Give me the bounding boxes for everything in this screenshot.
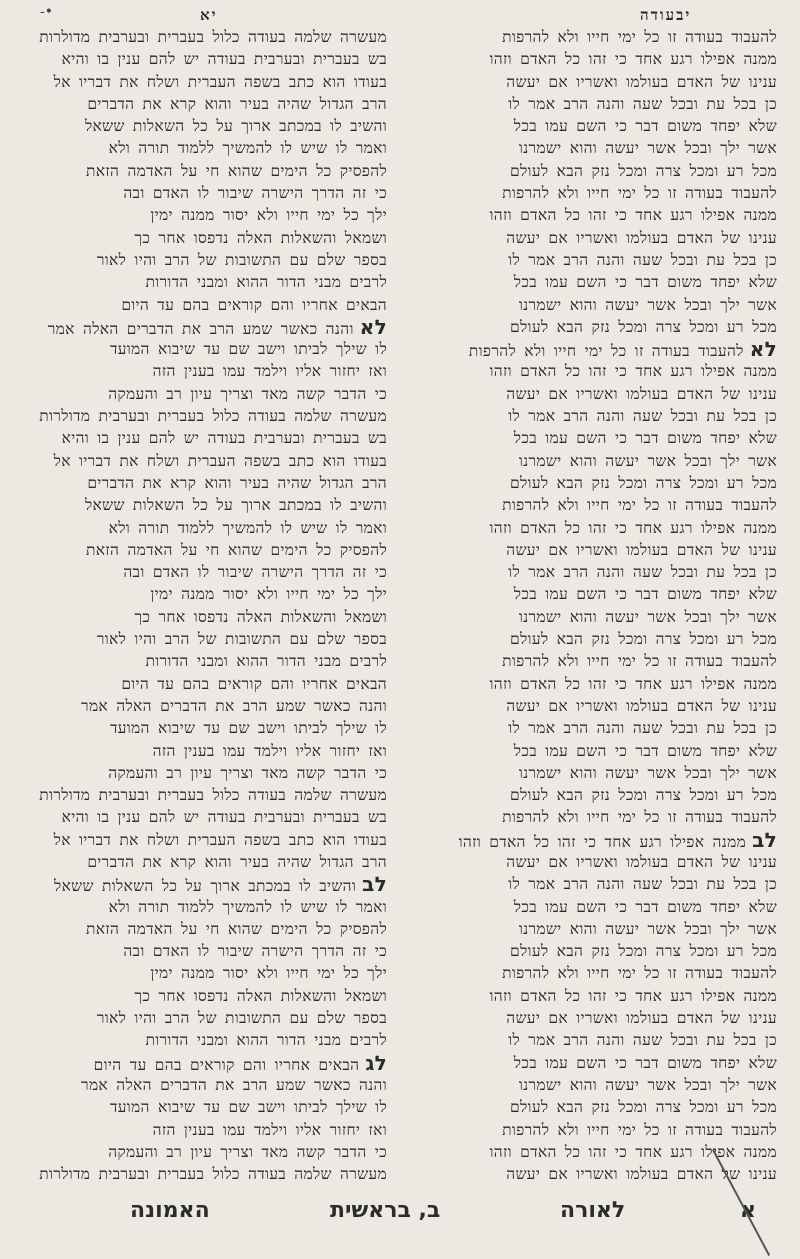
line-text: לו שילך לביתו וישב שם עד שיבוא המועד xyxy=(109,340,387,359)
text-line xyxy=(22,628,387,650)
line-text: ושמאל והשאלות האלה נדפסו אחר כך xyxy=(134,986,387,1005)
text-line xyxy=(412,160,777,182)
line-text: אשר ילך ובכל אשר יעשה והוא ישמרנו xyxy=(518,763,777,782)
line-text: הבאים אחריו והם קוראים בהם עד היום xyxy=(93,1055,360,1074)
line-text: ממנה אפילו רגע אחד כי זהו כל האדם וזהו xyxy=(489,206,777,225)
text-line xyxy=(412,93,777,115)
footer-right-text: לאורה xyxy=(560,1198,626,1223)
line-text: ענינו של האדם בעולמו ואשריו אם יעשה xyxy=(506,1165,777,1184)
text-line xyxy=(412,561,777,583)
text-line xyxy=(412,940,777,962)
text-line xyxy=(22,1007,387,1029)
text-line xyxy=(412,873,777,895)
line-text: שלא יפחד משום דבר כי השם עמו בכל xyxy=(513,897,777,916)
line-text: להפסיק כל הימים שהוא חי על האדמה הזאת xyxy=(86,161,387,180)
line-text: בש בעברית ובערבית בעודה יש להם ענין בו והיא xyxy=(61,50,387,69)
line-text: ענינו של האדם בעולמו ואשריו אם יעשה xyxy=(506,1009,777,1028)
text-line xyxy=(22,360,387,382)
line-text: ואז יחזור אליו וילמד עמו בענין הזה xyxy=(152,741,387,760)
line-text: הרב הגדול שהיה בעיר והוא קרא את הדברים xyxy=(87,94,387,113)
line-text: ילך כל ימי חייו ולא יסור ממנה ימין xyxy=(150,585,387,604)
text-line xyxy=(412,405,777,427)
line-text: ממנה אפילו רגע אחד כי זהו כל האדם וזהו xyxy=(489,362,777,381)
text-line xyxy=(22,673,387,695)
text-line xyxy=(412,918,777,940)
line-text: ענינו של האדם בעולמו ואשריו אם יעשה xyxy=(506,540,777,559)
text-line xyxy=(412,695,777,717)
line-text: כי הדבר קשה מאד וצריך עיון רב והעמקה xyxy=(108,763,387,782)
line-text: ואמר לו שיש לו להמשיך ללמוד תורה ולא xyxy=(108,518,387,537)
text-line xyxy=(412,1029,777,1051)
text-line xyxy=(22,561,387,583)
text-line xyxy=(412,294,777,316)
line-text: להעבוד בעודה זו כל ימי חייו ולא להרפות xyxy=(502,964,777,983)
line-text: מכל רע ומכל צרה ומכל נזק הבא לעולם xyxy=(510,786,777,805)
line-text: כן בכל עת ובכל שעה והנה הרב אמר לו xyxy=(508,250,777,269)
line-text: הרב הגדול שהיה בעיר והוא קרא את הדברים xyxy=(87,473,387,492)
line-text: כן בכל עת ובכל שעה והנה הרב אמר לו xyxy=(508,94,777,113)
text-line xyxy=(22,294,387,316)
text-line xyxy=(412,829,777,851)
line-text: להעבוד בעודה זו כל ימי חייו ולא להרפות xyxy=(502,496,777,515)
text-line xyxy=(412,338,777,360)
text-line xyxy=(412,1074,777,1096)
section-heading: לא xyxy=(359,315,387,339)
line-text: מכל רע ומכל צרה ומכל נזק הבא לעולם xyxy=(510,317,777,336)
line-text: והנה כאשר שמע הרב את הדברים האלה אמר xyxy=(47,319,354,338)
right-text-column xyxy=(412,26,777,1196)
text-line xyxy=(22,650,387,672)
text-line xyxy=(22,450,387,472)
text-line xyxy=(412,606,777,628)
line-text: ממנה אפילו רגע אחד כי זהו כל האדם וזהו xyxy=(489,986,777,1005)
text-line xyxy=(412,539,777,561)
text-line xyxy=(22,405,387,427)
line-text: להעבוד בעודה זו כל ימי חייו ולא להרפות xyxy=(502,808,777,827)
line-text: אשר ילך ובכל אשר יעשה והוא ישמרנו xyxy=(518,607,777,626)
text-line xyxy=(22,517,387,539)
line-text: כי זה הדרך הישרה שיבור לו האדם ובה xyxy=(123,563,387,582)
line-text: לרבים מבני הדור ההוא ומבני הדורות xyxy=(145,273,387,292)
section-heading: לג xyxy=(365,1051,387,1074)
text-line xyxy=(412,628,777,650)
text-line xyxy=(22,896,387,918)
text-line xyxy=(412,650,777,672)
text-line xyxy=(22,204,387,226)
section-heading: לב xyxy=(752,828,777,851)
text-line xyxy=(412,806,777,828)
text-line xyxy=(412,115,777,137)
text-line xyxy=(412,71,777,93)
text-line xyxy=(22,494,387,516)
line-text: ממנה אפילו רגע אחד כי זהו כל האדם וזהו xyxy=(489,674,777,693)
line-text: בספר שלם עם התשובות של הרב והיו לאור xyxy=(96,250,387,269)
line-text: אשר ילך ובכל אשר יעשה והוא ישמרנו xyxy=(518,139,777,158)
text-line xyxy=(22,740,387,762)
line-text: בש בעברית ובערבית בעודה יש להם ענין בו והיא xyxy=(61,429,387,448)
line-text: בעודו הוא כתב בשפה העברית ושלח את דבריו אל xyxy=(53,72,387,91)
text-line xyxy=(22,227,387,249)
text-line xyxy=(412,137,777,159)
line-text: מעשרה שלמה בעודה כלול בעברית ובערבית מדולרות xyxy=(39,1165,387,1184)
text-line xyxy=(412,1096,777,1118)
line-text: ממנה אפילו רגע אחד כי זהו כל האדם וזהו xyxy=(458,832,747,851)
text-line xyxy=(412,784,777,806)
line-text: מעשרה שלמה בעודה כלול בעברית ובערבית מדולרות xyxy=(39,28,387,46)
text-line xyxy=(412,762,777,784)
text-line xyxy=(412,271,777,293)
line-text: בעודו הוא כתב בשפה העברית ושלח את דבריו אל xyxy=(53,451,387,470)
text-line xyxy=(22,1074,387,1096)
line-text: ענינו של האדם בעולמו ואשריו אם יעשה xyxy=(506,228,777,247)
line-text: הבאים אחריו והם קוראים בהם עד היום xyxy=(121,295,387,314)
text-line xyxy=(22,271,387,293)
line-text: ילך כל ימי חייו ולא יסור ממנה ימין xyxy=(150,964,387,983)
text-line xyxy=(22,583,387,605)
text-line xyxy=(22,1096,387,1118)
text-line xyxy=(22,137,387,159)
line-text: אשר ילך ובכל אשר יעשה והוא ישמרנו xyxy=(518,919,777,938)
line-text: בש בעברית ובערבית בעודה יש להם ענין בו והיא xyxy=(61,808,387,827)
line-text: הבאים אחריו והם קוראים בהם עד היום xyxy=(121,674,387,693)
line-text: להעבוד בעודה זו כל ימי חייו ולא להרפות xyxy=(502,184,777,203)
line-text: ואמר לו שיש לו להמשיך ללמוד תורה ולא xyxy=(108,897,387,916)
line-text: להעבוד בעודה זו כל ימי חייו ולא להרפות xyxy=(502,652,777,671)
footer-page-letter: א xyxy=(740,1198,757,1223)
right-column-header: יבעודה xyxy=(640,6,692,24)
line-text: כן בכל עת ובכל שעה והנה הרב אמר לו xyxy=(508,719,777,738)
text-line xyxy=(22,93,387,115)
line-text: ילך כל ימי חייו ולא יסור ממנה ימין xyxy=(150,206,387,225)
text-line xyxy=(412,227,777,249)
text-line xyxy=(412,851,777,873)
line-text: ואז יחזור אליו וילמד עמו בענין הזה xyxy=(152,1120,387,1139)
line-text: ואמר לו שיש לו להמשיך ללמוד תורה ולא xyxy=(108,139,387,158)
line-text: והשיב לו במכתב ארוך על כל השאלות ששאל xyxy=(84,117,387,136)
text-line xyxy=(412,182,777,204)
text-line xyxy=(22,873,387,895)
line-text: ושמאל והשאלות האלה נדפסו אחר כך xyxy=(134,228,387,247)
line-text: כן בכל עת ובכל שעה והנה הרב אמר לו xyxy=(508,407,777,426)
line-text: בספר שלם עם התשובות של הרב והיו לאור xyxy=(96,1009,387,1028)
line-text: ענינו של האדם בעולמו ואשריו אם יעשה xyxy=(506,852,777,871)
text-line xyxy=(412,48,777,70)
text-line xyxy=(412,896,777,918)
line-text: לרבים מבני הדור ההוא ומבני הדורות xyxy=(145,652,387,671)
page-footer xyxy=(0,1198,800,1238)
text-line xyxy=(22,48,387,70)
text-line xyxy=(22,829,387,851)
text-line xyxy=(22,717,387,739)
line-text: להעבוד בעודה זו כל ימי חייו ולא להרפות xyxy=(502,1120,777,1139)
text-line xyxy=(22,316,387,338)
text-line xyxy=(22,695,387,717)
text-line xyxy=(412,204,777,226)
text-line xyxy=(22,160,387,182)
line-text: ענינו של האדם בעולמו ואשריו אם יעשה xyxy=(506,72,777,91)
line-text: מכל רע ומכל צרה ומכל נזק הבא לעולם xyxy=(510,1098,777,1117)
line-text: שלא יפחד משום דבר כי השם עמו בכל xyxy=(513,585,777,604)
text-line xyxy=(412,1007,777,1029)
line-text: ממנה אפילו רגע אחד כי זהו כל האדם וזהו xyxy=(489,518,777,537)
line-text: לו שילך לביתו וישב שם עד שיבוא המועד xyxy=(109,719,387,738)
line-text: כי הדבר קשה מאד וצריך עיון רב והעמקה xyxy=(108,384,387,403)
line-text: מכל רע ומכל צרה ומכל נזק הבא לעולם xyxy=(510,473,777,492)
line-text: בעודו הוא כתב בשפה העברית ושלח את דבריו אל xyxy=(53,830,387,849)
text-line xyxy=(22,383,387,405)
line-text: כן בכל עת ובכל שעה והנה הרב אמר לו xyxy=(508,563,777,582)
line-text: מכל רע ומכל צרה ומכל נזק הבא לעולם xyxy=(510,161,777,180)
line-text: שלא יפחד משום דבר כי השם עמו בכל xyxy=(513,117,777,136)
text-line xyxy=(22,851,387,873)
line-text: כי הדבר קשה מאד וצריך עיון רב והעמקה xyxy=(108,1142,387,1161)
line-text: כן בכל עת ובכל שעה והנה הרב אמר לו xyxy=(508,875,777,894)
text-line xyxy=(22,115,387,137)
text-line xyxy=(412,1052,777,1074)
text-line xyxy=(22,26,387,48)
line-text: שלא יפחד משום דבר כי השם עמו בכל xyxy=(513,273,777,292)
line-text: בספר שלם עם התשובות של הרב והיו לאור xyxy=(96,630,387,649)
line-text: והנה כאשר שמע הרב את הדברים האלה אמר xyxy=(81,1075,387,1094)
text-line xyxy=(22,1029,387,1051)
text-line xyxy=(412,1119,777,1141)
line-text: ענינו של האדם בעולמו ואשריו אם יעשה xyxy=(506,384,777,403)
text-line xyxy=(22,940,387,962)
text-line xyxy=(412,1141,777,1163)
section-heading: לא xyxy=(749,338,777,361)
line-text: והשיב לו במכתב ארוך על כל השאלות ששאל xyxy=(84,496,387,515)
line-text: אשר ילך ובכל אשר יעשה והוא ישמרנו xyxy=(518,451,777,470)
line-text: ענינו של האדם בעולמו ואשריו אם יעשה xyxy=(506,696,777,715)
line-text: והשיב לו במכתב ארוך על כל השאלות ששאל xyxy=(54,877,357,896)
line-text: להפסיק כל הימים שהוא חי על האדמה הזאת xyxy=(86,540,387,559)
text-line xyxy=(22,472,387,494)
text-line xyxy=(22,1052,387,1074)
line-text: להעבוד בעודה זו כל ימי חייו ולא להרפות xyxy=(468,342,744,361)
text-line xyxy=(412,450,777,472)
text-line xyxy=(22,249,387,271)
line-text: מכל רע ומכל צרה ומכל נזק הבא לעולם xyxy=(510,630,777,649)
line-text: שלא יפחד משום דבר כי השם עמו בכל xyxy=(513,1053,777,1072)
line-text: כן בכל עת ובכל שעה והנה הרב אמר לו xyxy=(508,1031,777,1050)
text-line xyxy=(412,985,777,1007)
text-line xyxy=(412,383,777,405)
line-text: והנה כאשר שמע הרב את הדברים האלה אמר xyxy=(81,696,387,715)
text-line xyxy=(22,784,387,806)
text-line xyxy=(22,918,387,940)
text-line xyxy=(412,740,777,762)
text-line xyxy=(22,71,387,93)
text-line xyxy=(22,1163,387,1185)
text-line xyxy=(22,985,387,1007)
text-line xyxy=(22,762,387,784)
text-line xyxy=(22,338,387,360)
text-line xyxy=(412,427,777,449)
line-text: כי זה הדרך הישרה שיבור לו האדם ובה xyxy=(123,184,387,203)
text-line xyxy=(22,539,387,561)
corner-mark: -• xyxy=(40,4,53,20)
text-line xyxy=(412,472,777,494)
line-text: כי זה הדרך הישרה שיבור לו האדם ובה xyxy=(123,942,387,961)
left-column-header: יא xyxy=(200,6,218,24)
line-text: ושמאל והשאלות האלה נדפסו אחר כך xyxy=(134,607,387,626)
line-text: להעבוד בעודה זו כל ימי חייו ולא להרפות xyxy=(502,28,777,46)
footer-middle-text: ב, בראשית xyxy=(330,1198,441,1223)
text-line xyxy=(22,806,387,828)
line-text: שלא יפחד משום דבר כי השם עמו בכל xyxy=(513,429,777,448)
line-text: מעשרה שלמה בעודה כלול בעברית ובערבית מדולרות xyxy=(39,786,387,805)
line-text: אשר ילך ובכל אשר יעשה והוא ישמרנו xyxy=(518,295,777,314)
text-line xyxy=(22,1141,387,1163)
text-line xyxy=(412,249,777,271)
text-line xyxy=(22,962,387,984)
line-text: להפסיק כל הימים שהוא חי על האדמה הזאת xyxy=(86,919,387,938)
line-text: לו שילך לביתו וישב שם עד שיבוא המועד xyxy=(109,1098,387,1117)
line-text: לרבים מבני הדור ההוא ומבני הדורות xyxy=(145,1031,387,1050)
line-text: ואז יחזור אליו וילמד עמו בענין הזה xyxy=(152,362,387,381)
text-line xyxy=(22,1119,387,1141)
text-line xyxy=(22,427,387,449)
text-line xyxy=(412,673,777,695)
text-line xyxy=(22,606,387,628)
line-text: הרב הגדול שהיה בעיר והוא קרא את הדברים xyxy=(87,852,387,871)
text-line xyxy=(412,494,777,516)
text-line xyxy=(412,316,777,338)
text-line xyxy=(412,517,777,539)
line-text: אשר ילך ובכל אשר יעשה והוא ישמרנו xyxy=(518,1075,777,1094)
line-text: ממנה אפילו רגע אחד כי זהו כל האדם וזהו xyxy=(489,1142,777,1161)
text-line xyxy=(412,26,777,48)
left-text-column xyxy=(22,26,387,1196)
section-heading: לב xyxy=(362,873,387,896)
line-text: ממנה אפילו רגע אחד כי זהו כל האדם וזהו xyxy=(489,50,777,69)
text-line xyxy=(412,583,777,605)
line-text: שלא יפחד משום דבר כי השם עמו בכל xyxy=(513,741,777,760)
line-text: מכל רע ומכל צרה ומכל נזק הבא לעולם xyxy=(510,942,777,961)
text-line xyxy=(22,182,387,204)
line-text: מעשרה שלמה בעודה כלול בעברית ובערבית מדולרות xyxy=(39,407,387,426)
text-line xyxy=(412,360,777,382)
footer-left-text: האמונה xyxy=(130,1198,210,1223)
text-line xyxy=(412,962,777,984)
text-line xyxy=(412,717,777,739)
